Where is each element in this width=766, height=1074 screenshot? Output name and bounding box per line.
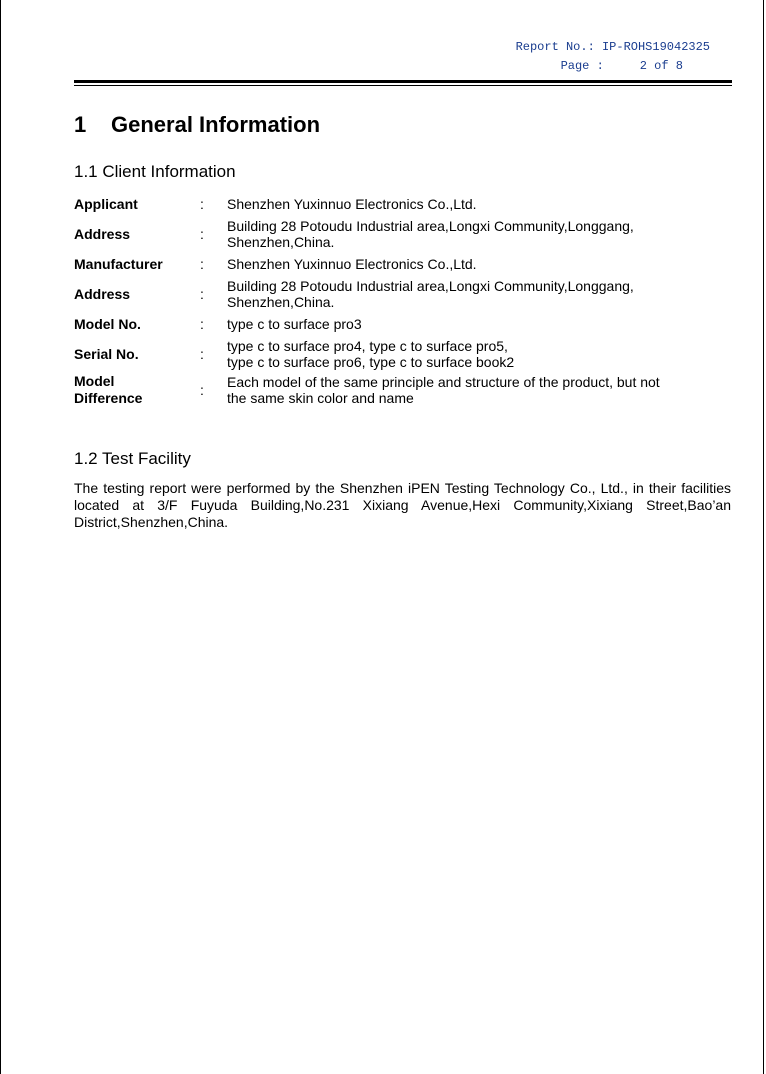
header-rule-thick bbox=[74, 80, 732, 83]
row-colon: : bbox=[200, 195, 204, 212]
header-rule-thin bbox=[74, 85, 732, 86]
row-label: Manufacturer bbox=[74, 255, 163, 272]
value-line: type c to surface pro6, type c to surface book2 bbox=[227, 354, 515, 370]
info-row-serial-no bbox=[74, 336, 734, 372]
row-colon: : bbox=[200, 315, 204, 332]
value-line: Shenzhen,China. bbox=[227, 294, 335, 310]
report-number: Report No.: IP-ROHS19042325 bbox=[515, 40, 710, 54]
row-label bbox=[74, 373, 200, 407]
info-row-model-no bbox=[74, 312, 734, 336]
value-line: Shenzhen Yuxinnuo Electronics Co.,Ltd. bbox=[227, 196, 477, 212]
label-line: Difference bbox=[74, 390, 143, 406]
info-row-applicant-address bbox=[74, 216, 734, 252]
test-facility-heading: 1.2 Test Facility bbox=[74, 449, 191, 468]
row-value bbox=[227, 256, 734, 272]
row-label: Address bbox=[74, 285, 131, 302]
value-line: Building 28 Potoudu Industrial area,Longxi Community,Longgang, bbox=[227, 278, 634, 294]
info-row-manufacturer-address bbox=[74, 276, 734, 312]
info-row-model-difference bbox=[74, 372, 734, 408]
value-line: type c to surface pro4, type c to surface pro5, bbox=[227, 338, 508, 354]
row-label: Serial No. bbox=[74, 345, 139, 362]
value-line: type c to surface pro3 bbox=[227, 316, 362, 332]
info-row-manufacturer bbox=[74, 252, 734, 276]
value-line: Shenzhen,China. bbox=[227, 234, 335, 250]
row-colon: : bbox=[200, 381, 204, 398]
row-label: Address bbox=[74, 225, 131, 242]
client-information-heading: 1.1 Client Information bbox=[74, 162, 236, 181]
row-value bbox=[227, 338, 734, 370]
value-line: Shenzhen Yuxinnuo Electronics Co.,Ltd. bbox=[227, 256, 477, 272]
row-value bbox=[227, 196, 734, 212]
test-facility-paragraph: The testing report were performed by the Shenzhen iPEN Testing Technology Co., Ltd., in their facilities located at 3/F Fuyuda Building,No.231 Xixiang Avenue,Hexi Community,Xixiang Street,Bao’an District,Shenzhen,China. bbox=[74, 480, 731, 530]
row-label: Applicant bbox=[74, 195, 138, 212]
row-colon: : bbox=[200, 225, 204, 242]
value-line: the same skin color and name bbox=[227, 390, 414, 406]
client-information-table bbox=[74, 192, 734, 408]
label-line: Model bbox=[74, 373, 115, 389]
row-colon: : bbox=[200, 285, 204, 302]
row-label: Model No. bbox=[74, 315, 141, 332]
report-header bbox=[516, 38, 710, 76]
page-number: Page : 2 of 8 bbox=[560, 59, 683, 73]
row-value bbox=[227, 218, 734, 250]
row-value bbox=[227, 278, 734, 310]
value-line: Each model of the same principle and structure of the product, but not bbox=[227, 374, 660, 390]
info-row-applicant bbox=[74, 192, 734, 216]
section-title bbox=[74, 111, 320, 139]
row-value bbox=[227, 374, 734, 406]
row-value bbox=[227, 316, 734, 332]
row-colon: : bbox=[200, 255, 204, 272]
row-colon: : bbox=[200, 345, 204, 362]
section-number: 1 bbox=[74, 112, 87, 137]
section-title-text: General Information bbox=[111, 112, 321, 137]
value-line: Building 28 Potoudu Industrial area,Longxi Community,Longgang, bbox=[227, 218, 634, 234]
